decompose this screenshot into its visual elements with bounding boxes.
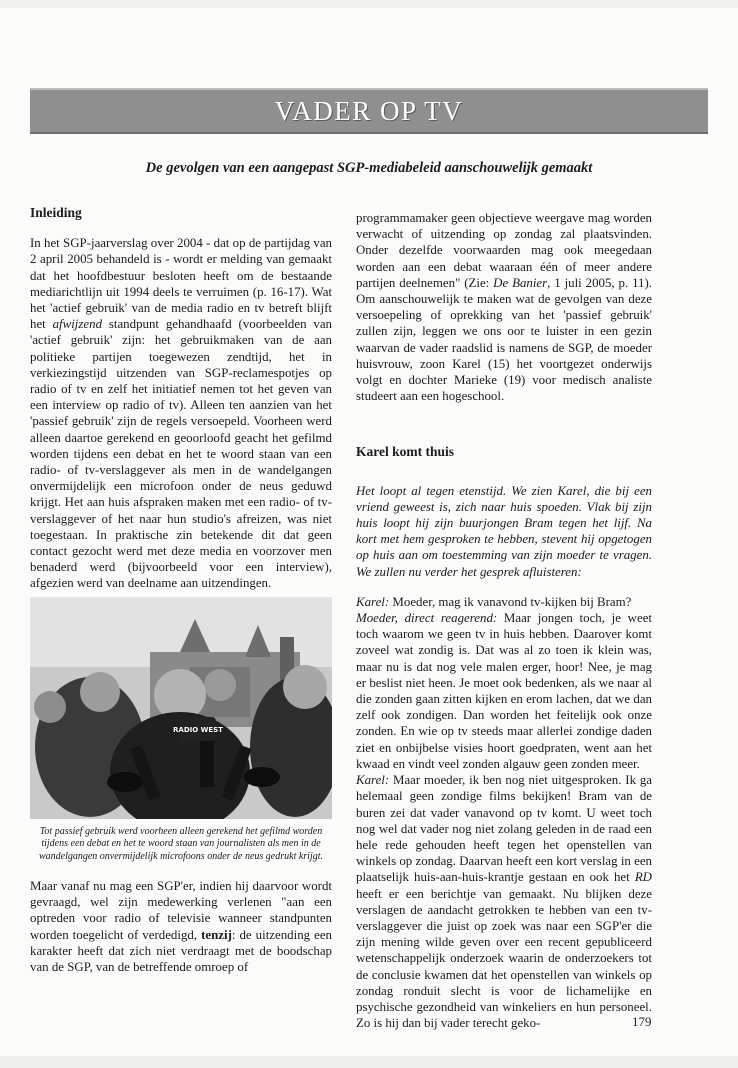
text-run: standpunt gehandhaafd (voorbeelden van 'actief gebruik' zijn: het gebruikmaken van de aan politieke partijen toegewezen zendtijd, het in verkiezingstijd uitzenden van SGP-reclamespotjes op radio of tv en zelf het initiatief nemen tot het geven van een interview op radio of tv). Alleen ten aanzien van het 'passief gebruik' zijn de regels versoepeld. Voorheen werd alleen daartoe gerekend en geoorloofd geacht het gefilmd worden tijdens een debat en het te woord staan van een radio- of tv-verslaggever als men in de wandelgangen onvermijdelijk een microfoon onder de neus geduwd krijgt. Het aan huis afspraken maken met een radio- of tv-verslaggever of het naar hun studio's afreizen, was niet toegestaan. In praktische zin betekende dit dat geen contact gezocht werd met deze media en voorzover men benaderd werd (bijvoorbeeld voor een interview), afgezien werd van deelname aan uitzendingen.: [30, 317, 332, 591]
paragraph-maar-vanaf-nu: [30, 878, 332, 975]
left-column-continued: [30, 878, 332, 975]
right-column: [356, 210, 652, 1031]
left-column: [30, 205, 332, 592]
page-top-edge: [0, 0, 738, 8]
text-run: : de uitzending een karakter heeft dat zich niet verdraagt met de boodschap van de SGP, van de betreffende omroep of: [30, 927, 332, 975]
newspaper-abbreviation: RD: [634, 870, 652, 885]
story-intro: Het loopt al tegen etenstijd. We zien Karel, die bij een vriend geweest is, zich naar huis spoeden. Vlak bij zijn huis loopt hij zijn buurjongen Bram tegen het lijf. Na kort met hem gesproken te hebben, stevent hij opgetogen op huis aan om toestemming van zijn moeder te vragen. We zullen nu verder het gesprek afluisteren:: [356, 483, 652, 579]
section-heading-karel-komt-thuis: Karel komt thuis: [356, 444, 455, 460]
paragraph-programmamaker: [356, 210, 652, 404]
text-run: In het SGP-jaarverslag over 2004 - dat op de partijdag van 2 april 2005 behandeld is - wordt er melding van gemaakt dat het hoofdbestuur besloten heeft om de bestaande mediarichtlijn uit 1994 deels te verruimen (p. 16-17). Wat het 'actief gebruik' van de media radio en tv betreft blijft het: [30, 236, 332, 332]
text-run: Maar vanaf nu mag een SGP'er, indien hij daarvoor wordt gevraagd, wel zijn medewerking verlenen "aan een optreden voor radio of televisie wanneer standpunten worden toegelicht of verdedigd,: [30, 879, 332, 942]
speaker-karel: Karel:: [356, 594, 390, 609]
dialogue-text: heeft er een berichtje van gemaakt. Nu blijken deze verslagen de aandacht getrokken te hebben van een tv-verslaggever die juist op zoek was naar een SGP'er die zijn mening wilde geven over een recent gepubliceerd wetenschappelijk onderzoek waarin de onderzoekers tot de conclusie kwamen dat het openstellen van winkels op zondag ronduit slecht is voor de lichamelijke en psychische gezondheid van winkeliers en hun personeel. Zo is hij dan bij vader terecht geko-: [356, 886, 652, 1031]
dialogue-text: Maar moeder, ik ben nog niet uitgesproken. Ik ga helemaal geen zondige films bekijken! Bram van de buren zei dat vader vanavond op tv komt. U weet toch nog wel dat vader nog niet zolang geleden in de raad een hele rede gehouden heeft tegen het openstellen van winkels op zondag. Daarvan heeft een kort verslag in een plaatselijk huis-aan-huis-krantje gestaan en ook het: [356, 773, 652, 885]
dialogue-text: Maar jongen toch, je weet toch waarom we geen tv in huis hebben. Daarover komt zoveel wat zondig is. Dat was al zo toen ik klein was, maar nu is dat nog vele malen erger, hoor! Nee, je mag er beslist niet heen. Je moet ook bedenken, als we naar al die zonden gaan zitten kijken en erom lachen, dat we dan zelf ook zondigen. Dan worden het feitelijk ook onze zonden. En wie op tv steeds maar allerlei zondige daden ziet en onbijbelse visies hoort goedpraten, went aan het kwaad en vindt veel zonden algauw geen zonden meer.: [356, 611, 653, 771]
photo-caption: Tot passief gebruik werd voorheen alleen gerekend het gefilmd worden tijdens een debat en het te woord staan van journalisten als men in de wandelgangen onvermijdelijk microfoons onder de neus gedrukt krijgt.: [38, 826, 324, 862]
publication-title: De Banier: [493, 275, 548, 290]
dialogue-moeder: [356, 610, 652, 772]
microphone-badge-label: RADIO WEST: [173, 726, 223, 734]
page-bottom-edge: [0, 1056, 738, 1068]
emphasis-text: afwijzend: [52, 317, 103, 332]
press-photo: [30, 597, 332, 819]
title-banner: [30, 88, 708, 134]
text-run: programmamaker geen objectieve weergave mag worden verwacht of uitzending op zondag zal plaatsvinden. Onder dezelfde voorwaarden mag ook meegedaan worden aan een debat waaraan één of meer andere partijen deelnemen" (Zie:: [356, 211, 652, 290]
dialogue-karel-2: [356, 772, 652, 1031]
dialogue-karel-1: [356, 594, 652, 610]
bold-term-tenzij: tenzij: [201, 927, 232, 942]
press-photo-illustration: [30, 597, 332, 819]
subtitle: De gevolgen van een aangepast SGP-mediabeleid aanschouwelijk gemaakt: [145, 160, 593, 176]
speaker-karel: Karel:: [356, 773, 390, 788]
page-title: VADER OP TV: [274, 95, 464, 126]
speaker-moeder: Moeder, direct reagerend:: [356, 611, 498, 626]
section-heading-inleiding: Inleiding: [30, 205, 82, 220]
paragraph-intro: [30, 235, 332, 591]
text-run: , 1 juli 2005, p. 11). Om aanschouwelijk te maken wat de gevolgen van deze versoepeling of oprekking van het 'passief gebruik' zullen zijn, leggen we ons oor te luister in een gezin waarvan de vader raadslid is namens de SGP, de moeder huisvrouw, zoon Karel (15) het voortgezet onderwijs volgt en dochter Marieke (19) voor medisch analiste studeert aan een hogeschool.: [356, 275, 652, 404]
page-number: 179: [632, 1014, 652, 1029]
dialogue-text: Moeder, mag ik vanavond tv-kijken bij Bram?: [389, 594, 632, 609]
